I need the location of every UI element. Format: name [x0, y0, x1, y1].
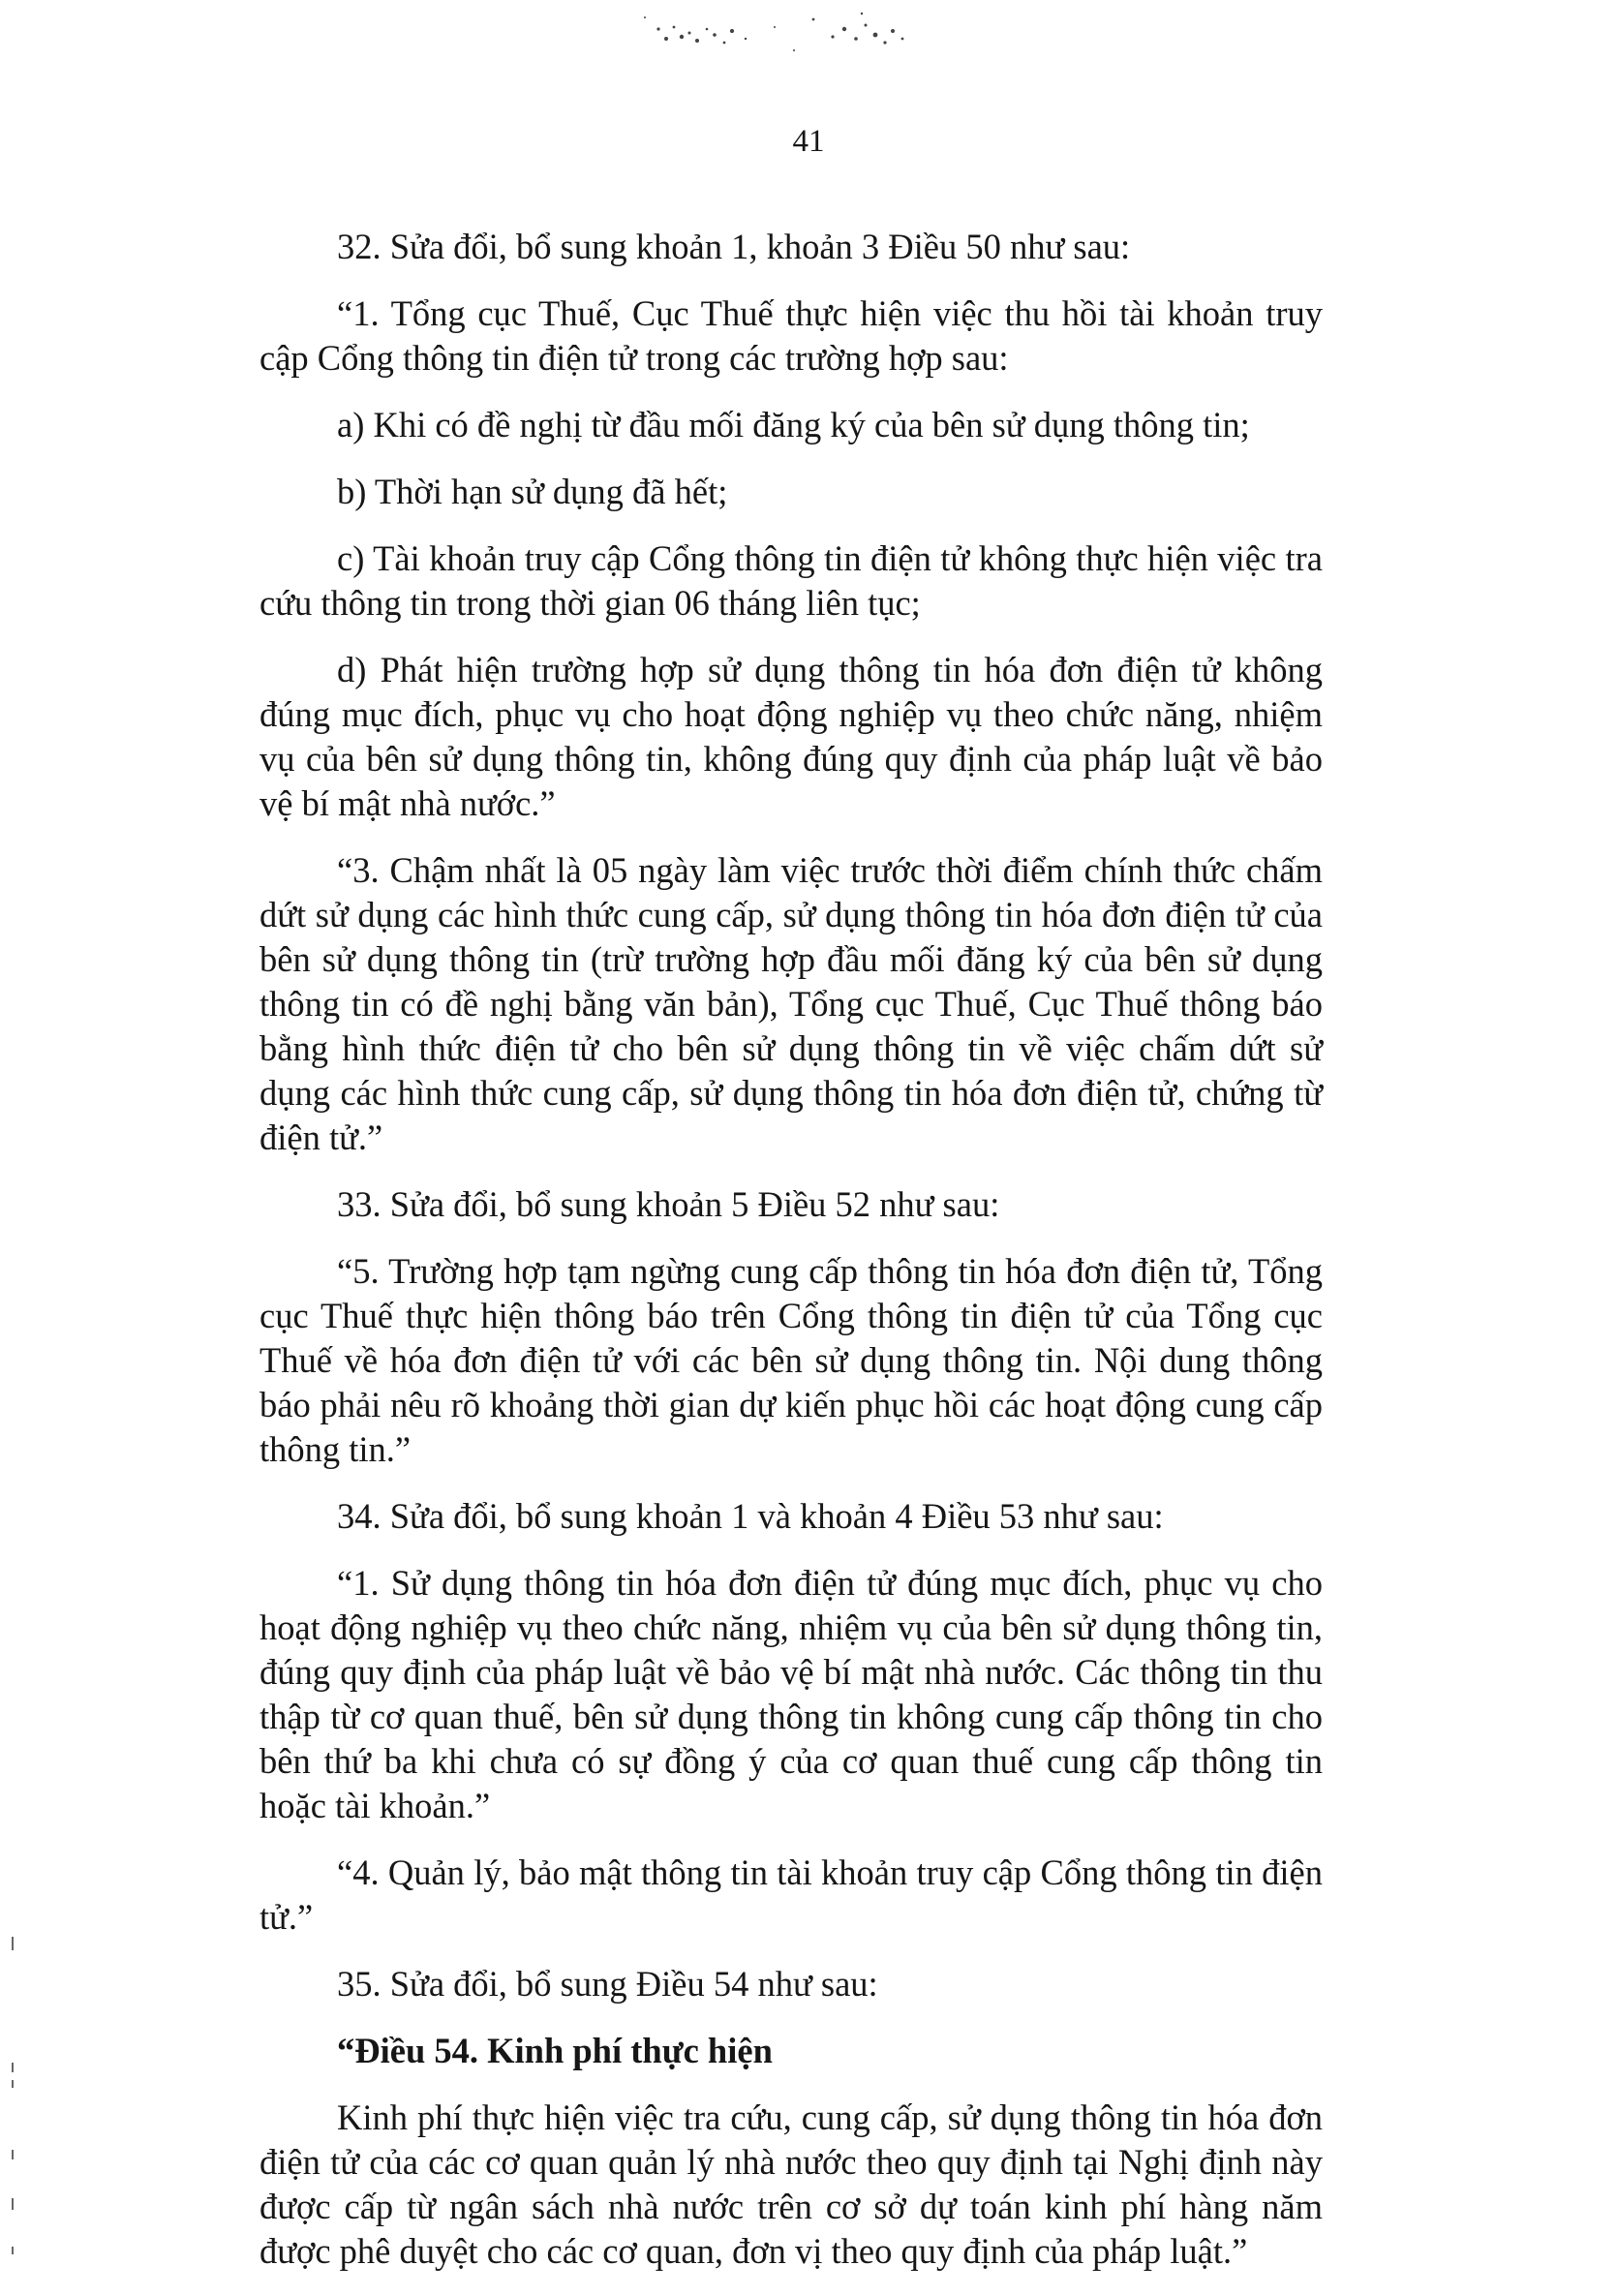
paragraph: “5. Trường hợp tạm ngừng cung cấp thông tin hóa đơn điện tử, Tổng cục Thuế thực hiện thông báo trên Cổng thông tin điện tử của Tổng cục Thuế về hóa đơn điện tử với các bên sử dụng thông tin. Nội dung thông báo phải nêu rõ khoảng thời gian dự kiến phục hồi các hoạt động cung cấp thông tin.” [259, 1251, 1323, 1469]
paragraph: d) Phát hiện trường hợp sử dụng thông tin hóa đơn điện tử không đúng mục đích, phục vụ cho hoạt động nghiệp vụ theo chức năng, nhiệm vụ của bên sử dụng thông tin, không đúng quy định của pháp luật về bảo vệ bí mật nhà nước.” [259, 650, 1323, 823]
paragraph: “1. Tổng cục Thuế, Cục Thuế thực hiện việc thu hồi tài khoản truy cập Cổng thông tin điện tử trong các trường hợp sau: [259, 293, 1323, 378]
paragraph: a) Khi có đề nghị từ đầu mối đăng ký của bên sử dụng thông tin; [337, 405, 1250, 444]
paragraph: c) Tài khoản truy cập Cổng thông tin điện tử không thực hiện việc tra cứu thông tin trong thời gian 06 tháng liên tục; [259, 538, 1323, 623]
document-body [259, 225, 1323, 2296]
paragraph: “1. Sử dụng thông tin hóa đơn điện tử đúng mục đích, phục vụ cho hoạt động nghiệp vụ theo chức năng, nhiệm vụ của bên sử dụng thông tin, đúng quy định của pháp luật về bảo vệ bí mật nhà nước. Các thông tin thu thập từ cơ quan thuế, bên sử dụng thông tin không cung cấp thông tin cho bên thứ ba khi chưa có sự đồng ý của cơ quan thuế cung cấp thông tin hoặc tài khoản.” [259, 1563, 1323, 1825]
paragraph: 33. Sửa đổi, bổ sung khoản 5 Điều 52 như sau: [337, 1184, 1000, 1224]
page-number: 41 [792, 124, 825, 159]
paragraph: b) Thời hạn sử dụng đã hết; [337, 472, 728, 511]
paragraph: Kinh phí thực hiện việc tra cứu, cung cấp, sử dụng thông tin hóa đơn điện tử của các cơ quan quản lý nhà nước theo quy định tại Nghị định này được cấp từ ngân sách nhà nước trên cơ sở dự toán kinh phí hàng năm được phê duyệt cho các cơ quan, đơn vị theo quy định của pháp luật.” [259, 2097, 1323, 2271]
article-heading: “Điều 54. Kinh phí thực hiện [337, 2031, 773, 2070]
edge-artifact [0, 1898, 29, 2281]
paragraph: 35. Sửa đổi, bổ sung Điều 54 như sau: [337, 1964, 878, 2004]
paragraph: 32. Sửa đổi, bổ sung khoản 1, khoản 3 Điều 50 như sau: [337, 227, 1131, 266]
scan-artifact [639, 0, 1026, 87]
paragraph: 34. Sửa đổi, bổ sung khoản 1 và khoản 4 Điều 53 như sau: [337, 1496, 1164, 1536]
paragraph: “3. Chậm nhất là 05 ngày làm việc trước thời điểm chính thức chấm dứt sử dụng các hình thức cung cấp, sử dụng thông tin hóa đơn điện tử của bên sử dụng thông tin (trừ trường hợp đầu mối đăng ký của bên sử dụng thông tin có đề nghị bằng văn bản), Tổng cục Thuế, Cục Thuế thông báo bằng hình thức điện tử cho bên sử dụng thông tin về việc chấm dứt sử dụng các hình thức cung cấp, sử dụng thông tin hóa đơn điện tử, chứng từ điện tử.” [259, 850, 1323, 1157]
paragraph: “4. Quản lý, bảo mật thông tin tài khoản truy cập Cổng thông tin điện tử.” [259, 1852, 1323, 1937]
